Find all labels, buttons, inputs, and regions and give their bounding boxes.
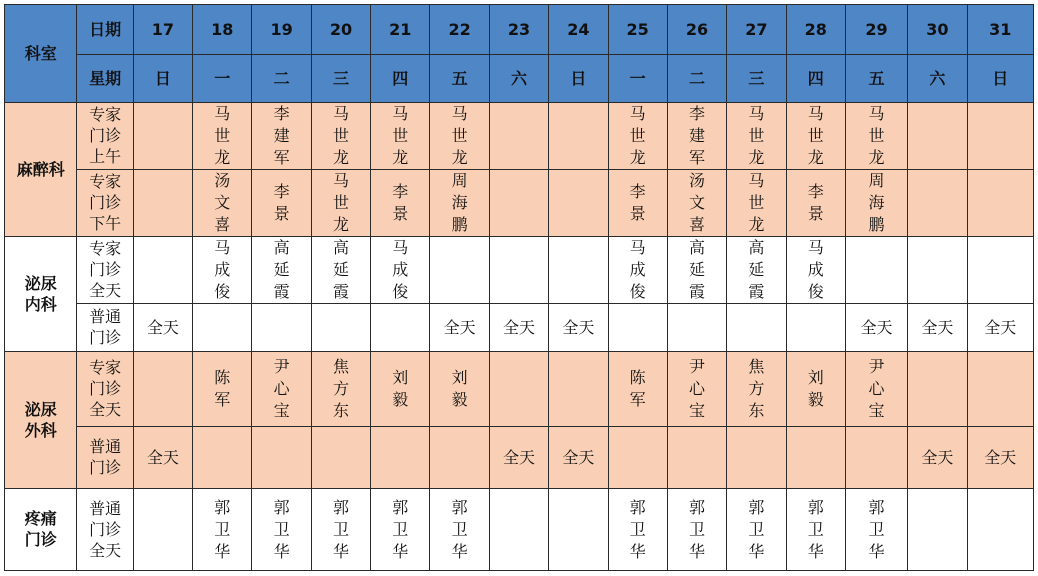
- doctor-name: 陈军: [214, 368, 231, 409]
- doctor-name: 焦方东: [748, 357, 765, 420]
- schedule-cell: [193, 237, 252, 304]
- doctor-name: 马世龙: [214, 104, 231, 167]
- schedule-cell: [667, 170, 726, 237]
- weekday-cell: 二: [252, 55, 311, 103]
- schedule-cell: [786, 352, 845, 427]
- schedule-cell: [133, 170, 192, 237]
- doctor-name: 马世龙: [748, 171, 765, 234]
- date-cell: 26: [667, 5, 726, 55]
- date-cell: 30: [908, 5, 967, 55]
- date-cell: 18: [193, 5, 252, 55]
- doctor-name: 全天: [921, 447, 954, 467]
- schedule-cell: [608, 352, 667, 427]
- doctor-name: 郭卫华: [748, 497, 765, 561]
- doctor-name: 李景: [629, 182, 646, 223]
- doctor-name: 尹心宝: [273, 357, 290, 420]
- doctor-name: 郭卫华: [214, 497, 231, 561]
- doctor-name: 焦方东: [332, 357, 349, 420]
- schedule-row: [5, 304, 1034, 352]
- weekday-cell: 六: [908, 55, 967, 103]
- schedule-cell: [371, 103, 430, 170]
- schedule-cell: [193, 170, 252, 237]
- schedule-cell: [786, 489, 845, 571]
- schedule-cell: [608, 237, 667, 304]
- department-name-text: 泌尿外科: [24, 399, 57, 440]
- schedule-row: [5, 489, 1034, 571]
- schedule-cell: [133, 427, 192, 489]
- schedule-cell: [133, 103, 192, 170]
- schedule-cell: [489, 103, 548, 170]
- schedule-cell: [667, 237, 726, 304]
- schedule-cell: [311, 103, 370, 170]
- doctor-name: 马世龙: [451, 104, 468, 167]
- schedule-cell: [193, 427, 252, 489]
- schedule-cell: [133, 237, 192, 304]
- doctor-name: 马世龙: [332, 104, 349, 167]
- clinic-type-text: 普通门诊: [89, 437, 122, 477]
- doctor-name: 郭卫华: [273, 497, 290, 561]
- schedule-cell: [549, 237, 608, 304]
- schedule-cell: [727, 170, 786, 237]
- weekday-cell: 一: [608, 55, 667, 103]
- schedule-cell: [908, 237, 967, 304]
- schedule-cell: [311, 237, 370, 304]
- date-cell: 22: [430, 5, 489, 55]
- schedule-row: [5, 170, 1034, 237]
- doctor-name: 马世龙: [392, 104, 409, 167]
- doctor-name: 郭卫华: [629, 497, 646, 561]
- clinic-type: [77, 103, 133, 170]
- schedule-cell: [608, 103, 667, 170]
- date-cell: 29: [845, 5, 907, 55]
- schedule-cell: [727, 352, 786, 427]
- date-cell: 20: [311, 5, 370, 55]
- schedule-cell: [908, 304, 967, 352]
- schedule-cell: [967, 237, 1033, 304]
- clinic-type-text: 普通门诊全天: [89, 498, 122, 560]
- schedule-cell: [608, 304, 667, 352]
- schedule-cell: [786, 170, 845, 237]
- schedule-cell: [311, 352, 370, 427]
- doctor-name: 马世龙: [629, 104, 646, 167]
- schedule-row: [5, 237, 1034, 304]
- weekday-cell: 日: [549, 55, 608, 103]
- doctor-name: 郭卫华: [392, 497, 409, 561]
- date-cell: 21: [371, 5, 430, 55]
- department-name: [5, 352, 77, 489]
- department-name: [5, 237, 77, 352]
- schedule-cell: [549, 489, 608, 571]
- clinic-type-text: 专家门诊上午: [89, 105, 122, 166]
- schedule-cell: [489, 170, 548, 237]
- doctor-name: 郭卫华: [868, 497, 885, 561]
- schedule-cell: [845, 489, 907, 571]
- doctor-name: 陈军: [629, 368, 646, 409]
- schedule-cell: [430, 489, 489, 571]
- doctor-name: 全天: [443, 317, 476, 337]
- schedule-cell: [252, 427, 311, 489]
- clinic-type: [77, 489, 133, 571]
- schedule-cell: [133, 352, 192, 427]
- schedule-cell: [727, 103, 786, 170]
- doctor-name: 马世龙: [868, 104, 885, 167]
- schedule-cell: [549, 427, 608, 489]
- date-cell: 31: [967, 5, 1033, 55]
- schedule-cell: [252, 237, 311, 304]
- weekday-label-cell: 星期: [77, 55, 133, 103]
- doctor-name: 马世龙: [748, 104, 765, 167]
- schedule-cell: [549, 170, 608, 237]
- doctor-name: 马成俊: [807, 238, 824, 301]
- schedule-cell: [667, 427, 726, 489]
- clinic-type: [77, 237, 133, 304]
- doctor-name: 全天: [146, 317, 179, 337]
- doctor-name: 刘毅: [451, 368, 468, 409]
- doctor-name: 汤文喜: [689, 171, 706, 234]
- schedule-cell: [967, 304, 1033, 352]
- clinic-type-text: 专家门诊全天: [89, 239, 122, 300]
- schedule-cell: [311, 170, 370, 237]
- doctor-name: 高延霞: [748, 238, 765, 301]
- schedule-cell: [430, 170, 489, 237]
- doctor-name: 全天: [146, 447, 179, 467]
- header-date-row: [5, 5, 1034, 55]
- doctor-name: 马世龙: [332, 171, 349, 234]
- schedule-cell: [667, 489, 726, 571]
- doctor-name: 尹心宝: [689, 357, 706, 420]
- schedule-cell: [193, 304, 252, 352]
- doctor-name: 全天: [502, 317, 535, 337]
- schedule-row: [5, 103, 1034, 170]
- doctor-name: 李建军: [689, 104, 706, 167]
- schedule-cell: [667, 304, 726, 352]
- weekday-cell: 三: [311, 55, 370, 103]
- date-cell: 17: [133, 5, 192, 55]
- doctor-name: 马成俊: [214, 238, 231, 301]
- schedule-cell: [430, 103, 489, 170]
- schedule-cell: [908, 427, 967, 489]
- doctor-name: 郭卫华: [332, 497, 349, 561]
- schedule-cell: [608, 170, 667, 237]
- schedule-cell: [489, 237, 548, 304]
- clinic-type: [77, 427, 133, 489]
- schedule-cell: [908, 170, 967, 237]
- schedule-cell: [489, 304, 548, 352]
- clinic-type-text: 专家门诊全天: [89, 358, 122, 419]
- doctor-name: 高延霞: [273, 238, 290, 301]
- schedule-cell: [371, 304, 430, 352]
- schedule-cell: [608, 489, 667, 571]
- schedule-cell: [371, 352, 430, 427]
- date-cell: 23: [489, 5, 548, 55]
- doctor-name: 郭卫华: [807, 497, 824, 561]
- department-name-text: 泌尿内科: [24, 273, 57, 314]
- date-cell: 19: [252, 5, 311, 55]
- clinic-type: [77, 170, 133, 237]
- schedule-cell: [908, 489, 967, 571]
- clinic-type-text: 普通门诊: [89, 307, 122, 347]
- schedule-cell: [727, 304, 786, 352]
- date-cell: 24: [549, 5, 608, 55]
- schedule-cell: [727, 237, 786, 304]
- schedule-cell: [252, 489, 311, 571]
- schedule-cell: [786, 304, 845, 352]
- date-cell: 27: [727, 5, 786, 55]
- weekday-cell: 四: [786, 55, 845, 103]
- department-name: [5, 489, 77, 571]
- doctor-name: 刘毅: [807, 368, 824, 409]
- schedule-cell: [371, 489, 430, 571]
- doctor-name: 李景: [273, 182, 290, 223]
- schedule-cell: [252, 170, 311, 237]
- schedule-cell: [193, 103, 252, 170]
- weekday-cell: 一: [193, 55, 252, 103]
- doctor-name: 李景: [807, 182, 824, 223]
- doctor-name: 全天: [984, 447, 1017, 467]
- weekday-cell: 五: [845, 55, 907, 103]
- weekday-cell: 四: [371, 55, 430, 103]
- schedule-cell: [967, 352, 1033, 427]
- doctor-name: 全天: [502, 447, 535, 467]
- weekday-cell: 二: [667, 55, 726, 103]
- weekday-cell: 日: [133, 55, 192, 103]
- doctor-name: 周海鹏: [868, 171, 885, 234]
- schedule-cell: [908, 352, 967, 427]
- doctor-name: 全天: [860, 317, 893, 337]
- schedule-cell: [786, 427, 845, 489]
- date-cell: 28: [786, 5, 845, 55]
- schedule-cell: [371, 237, 430, 304]
- schedule-cell: [727, 427, 786, 489]
- schedule-cell: [967, 427, 1033, 489]
- weekday-cell: 日: [967, 55, 1033, 103]
- doctor-name: 全天: [984, 317, 1017, 337]
- doctor-name: 郭卫华: [689, 497, 706, 561]
- doctor-name: 郭卫华: [451, 497, 468, 561]
- schedule-cell: [845, 427, 907, 489]
- weekday-cell: 五: [430, 55, 489, 103]
- doctor-name: 马世龙: [807, 104, 824, 167]
- doctor-name: 汤文喜: [214, 171, 231, 234]
- date-cell: 25: [608, 5, 667, 55]
- department-name-text: 疼痛门诊: [24, 509, 57, 549]
- doctor-name: 周海鹏: [451, 171, 468, 234]
- doctor-name: 全天: [562, 447, 595, 467]
- weekday-cell: 六: [489, 55, 548, 103]
- doctor-name: 李建军: [273, 104, 290, 167]
- schedule-table: [4, 4, 1034, 571]
- department-name: [5, 103, 77, 237]
- schedule-cell: [430, 352, 489, 427]
- schedule-cell: [549, 103, 608, 170]
- schedule-cell: [667, 103, 726, 170]
- schedule-cell: [845, 304, 907, 352]
- schedule-cell: [311, 489, 370, 571]
- schedule-cell: [193, 352, 252, 427]
- schedule-cell: [371, 170, 430, 237]
- schedule-cell: [786, 237, 845, 304]
- doctor-name: 尹心宝: [868, 357, 885, 420]
- schedule-row: [5, 427, 1034, 489]
- schedule-row: [5, 352, 1034, 427]
- department-name-text: 麻醉科: [16, 159, 65, 179]
- schedule-cell: [430, 427, 489, 489]
- schedule-cell: [133, 304, 192, 352]
- clinic-type-text: 专家门诊下午: [89, 172, 122, 233]
- schedule-cell: [845, 170, 907, 237]
- doctor-name: 刘毅: [392, 368, 409, 409]
- schedule-cell: [845, 103, 907, 170]
- schedule-cell: [967, 103, 1033, 170]
- doctor-name: 马成俊: [392, 238, 409, 301]
- clinic-type: [77, 304, 133, 352]
- schedule-cell: [252, 103, 311, 170]
- schedule-cell: [311, 427, 370, 489]
- schedule-cell: [430, 304, 489, 352]
- schedule-cell: [967, 170, 1033, 237]
- dept-header-cell: 科室: [5, 5, 77, 103]
- schedule-cell: [193, 489, 252, 571]
- header-weekday-row: [5, 55, 1034, 103]
- schedule-cell: [311, 304, 370, 352]
- schedule-cell: [786, 103, 845, 170]
- schedule-cell: [430, 237, 489, 304]
- clinic-type: [77, 352, 133, 427]
- doctor-name: 马成俊: [629, 238, 646, 301]
- schedule-cell: [489, 352, 548, 427]
- schedule-cell: [667, 352, 726, 427]
- schedule-cell: [608, 427, 667, 489]
- schedule-cell: [252, 304, 311, 352]
- schedule-cell: [908, 103, 967, 170]
- doctor-name: 全天: [562, 317, 595, 337]
- doctor-name: 全天: [921, 317, 954, 337]
- schedule-cell: [549, 304, 608, 352]
- doctor-name: 高延霞: [689, 238, 706, 301]
- doctor-name: 高延霞: [332, 238, 349, 301]
- schedule-cell: [967, 489, 1033, 571]
- date-label-cell: 日期: [77, 5, 133, 55]
- doctor-name: 李景: [392, 182, 409, 223]
- weekday-cell: 三: [727, 55, 786, 103]
- schedule-cell: [845, 352, 907, 427]
- schedule-cell: [133, 489, 192, 571]
- schedule-cell: [727, 489, 786, 571]
- schedule-cell: [371, 427, 430, 489]
- schedule-cell: [845, 237, 907, 304]
- schedule-cell: [489, 427, 548, 489]
- schedule-cell: [549, 352, 608, 427]
- schedule-cell: [489, 489, 548, 571]
- schedule-cell: [252, 352, 311, 427]
